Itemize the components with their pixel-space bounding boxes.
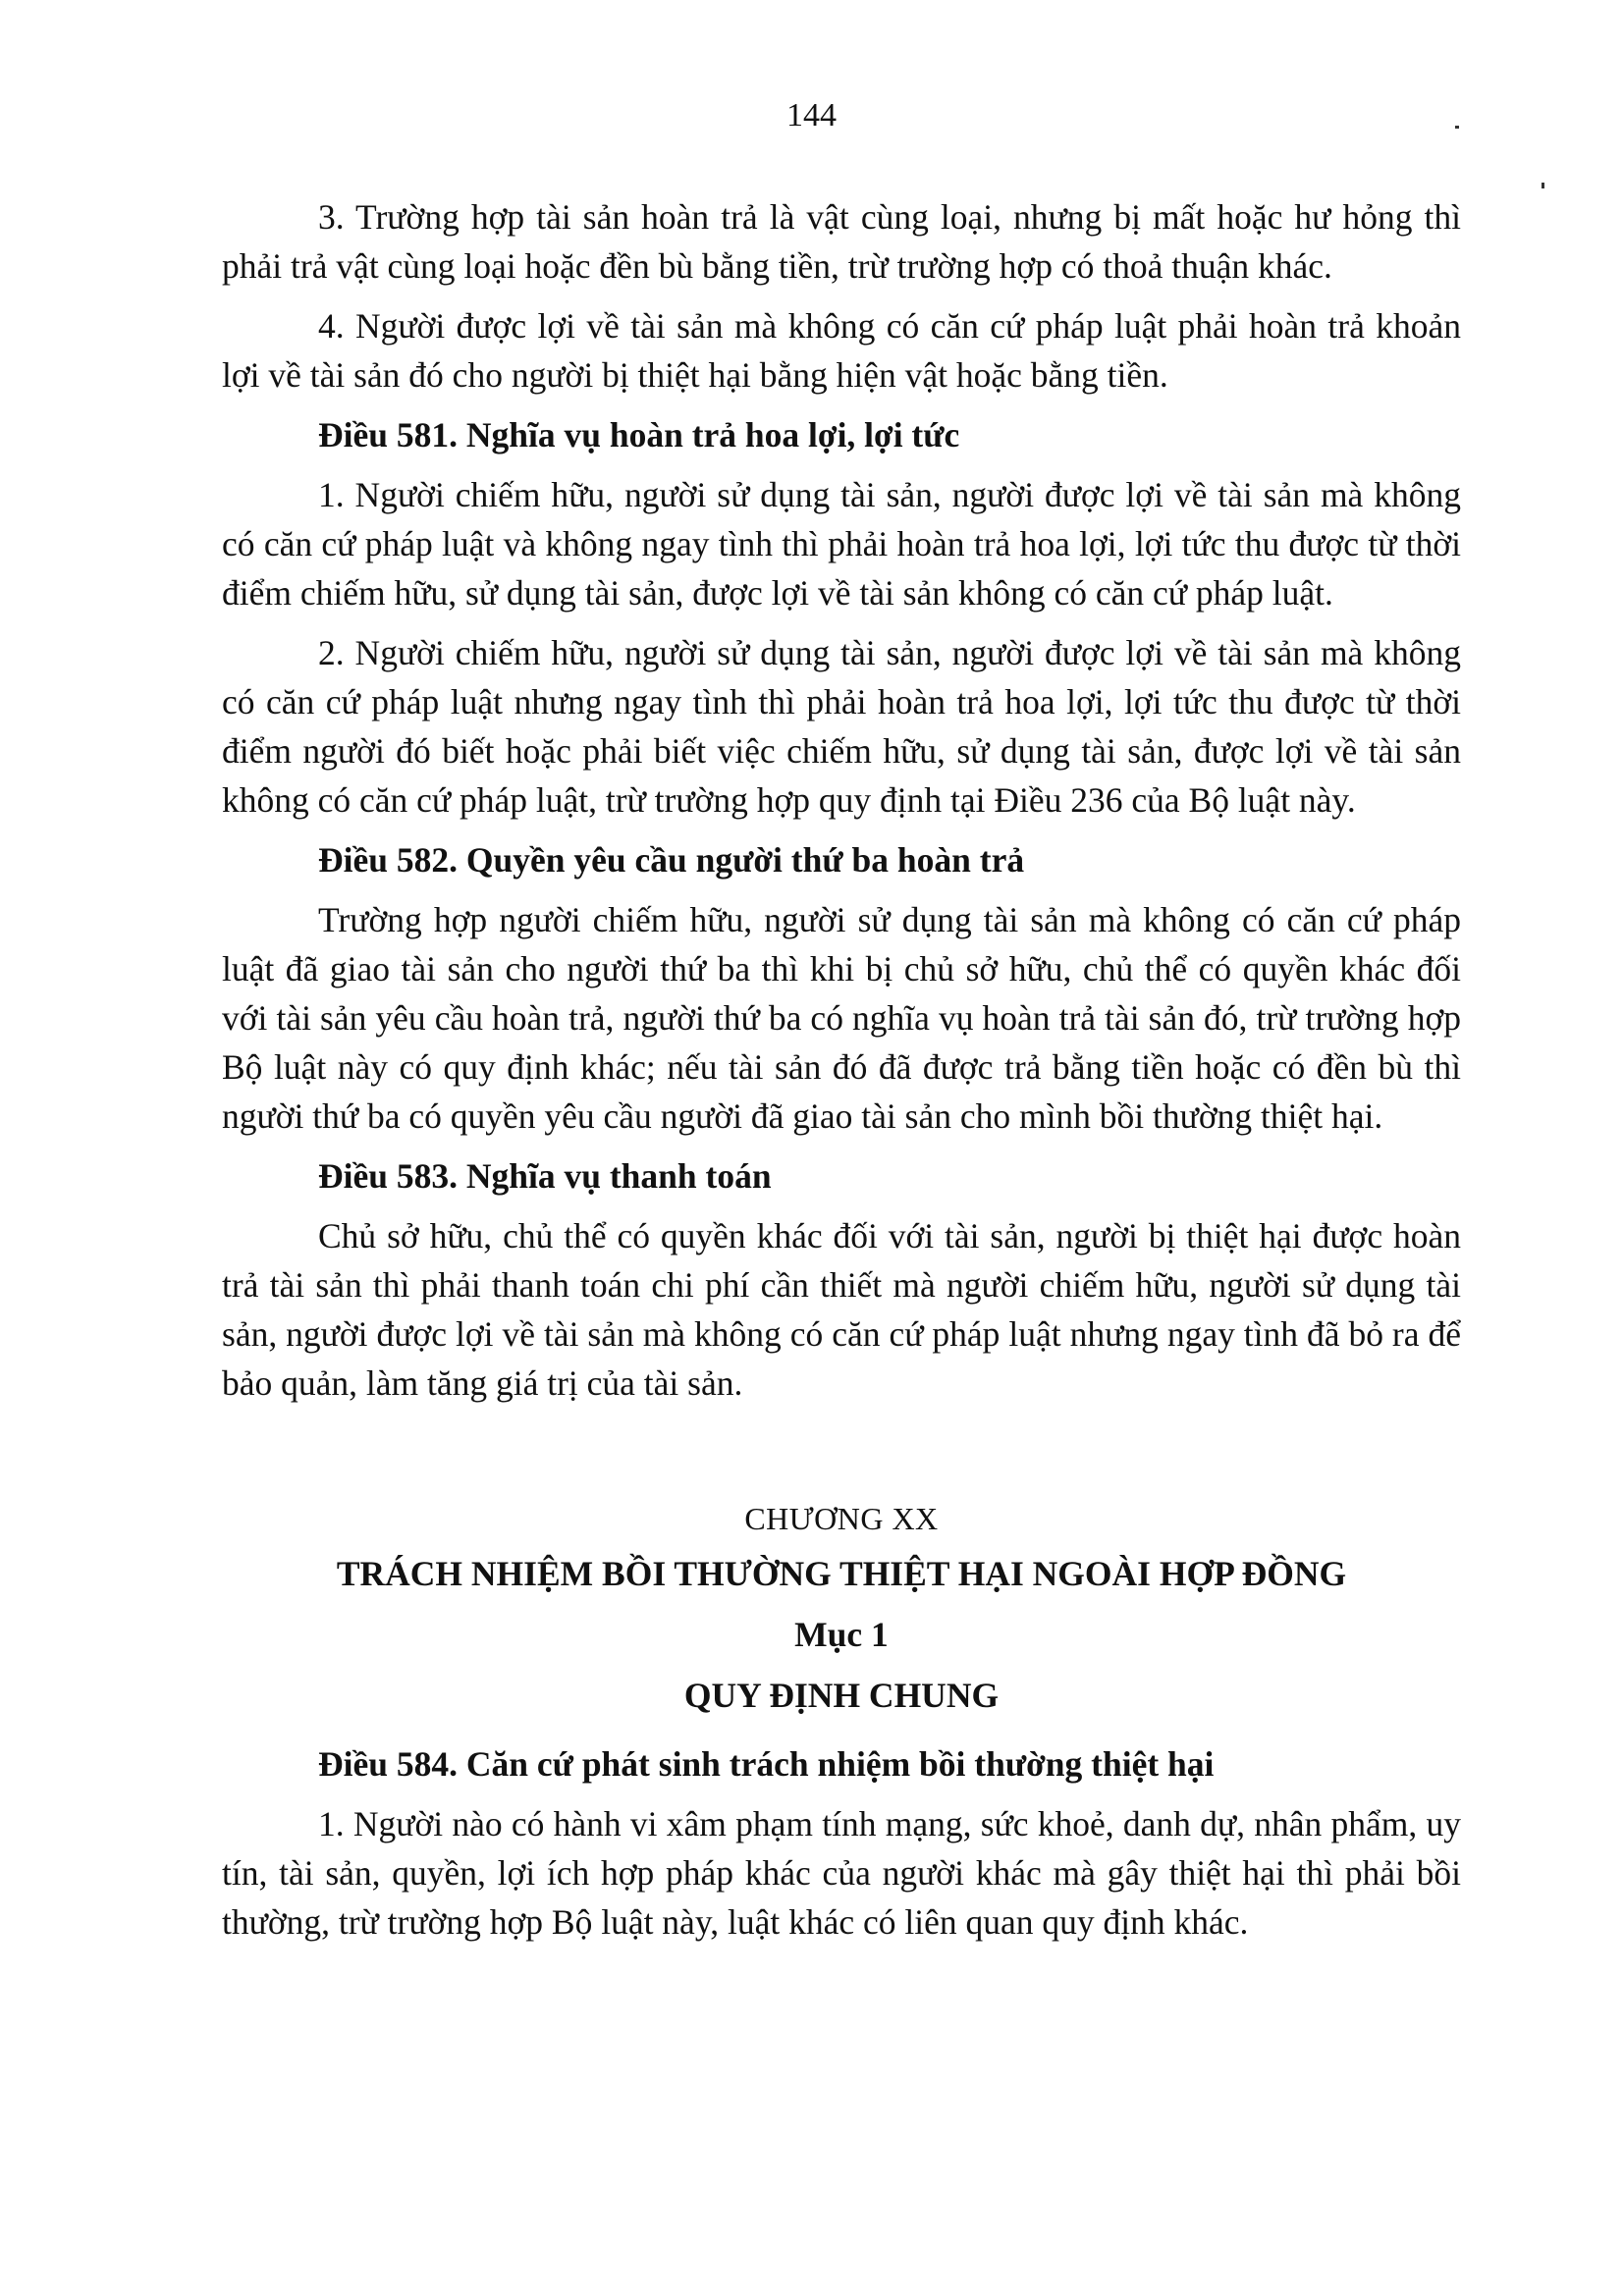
article-581-heading: Điều 581. Nghĩa vụ hoàn trả hoa lợi, lợi tức bbox=[318, 415, 960, 454]
clause-3-paragraph: 3. Trường hợp tài sản hoàn trả là vật cùng loại, nhưng bị mất hoặc hư hỏng thì phải trả vật cùng loại hoặc đền bù bằng tiền, trừ trường hợp có thoả thuận khác. bbox=[222, 197, 1461, 286]
article-584-clause-1: 1. Người nào có hành vi xâm phạm tính mạng, sức khoẻ, danh dự, nhân phẩm, uy tín, tài sản, quyền, lợi ích hợp pháp khác của người khác mà gây thiệt hại thì phải bồi thường, trừ trường hợp Bộ luật này, luật khác có liên quan quy định khác. bbox=[222, 1804, 1461, 1942]
scan-speck bbox=[1455, 126, 1459, 129]
article-584-heading: Điều 584. Căn cứ phát sinh trách nhiệm bồi thường thiệt hại bbox=[318, 1744, 1215, 1784]
clause-4-paragraph: 4. Người được lợi về tài sản mà không có căn cứ pháp luật phải hoàn trả khoản lợi về tài sản đó cho người bị thiệt hại bằng hiện vật hoặc bằng tiền. bbox=[222, 306, 1461, 395]
chapter-label: CHƯƠNG XX bbox=[744, 1501, 939, 1536]
chapter-title: TRÁCH NHIỆM BỒI THƯỜNG THIỆT HẠI NGOÀI HỢP ĐỒNG bbox=[336, 1554, 1347, 1593]
article-581-clause-1: 1. Người chiếm hữu, người sử dụng tài sản, người được lợi về tài sản mà không có căn cứ pháp luật và không ngay tình thì phải hoàn trả hoa lợi, lợi tức thu được từ thời điểm chiếm hữu, sử dụng tài sản, được lợi về tài sản không có căn cứ pháp luật. bbox=[222, 475, 1461, 613]
section-title: QUY ĐỊNH CHUNG bbox=[683, 1676, 1000, 1715]
article-581-clause-2: 2. Người chiếm hữu, người sử dụng tài sản, người được lợi về tài sản mà không có căn cứ pháp luật nhưng ngay tình thì phải hoàn trả hoa lợi, lợi tức thu được từ thời điểm người đó biết hoặc phải biết việc chiếm hữu, sử dụng tài sản, được lợi về tài sản không có căn cứ pháp luật, trừ trường hợp quy định tại Điều 236 của Bộ luật này. bbox=[222, 633, 1461, 820]
section-label: Mục 1 bbox=[794, 1615, 889, 1654]
page-content bbox=[222, 192, 1461, 1957]
article-582-paragraph: Trường hợp người chiếm hữu, người sử dụng tài sản mà không có căn cứ pháp luật đã giao tài sản cho người thứ ba thì khi bị chủ sở hữu, chủ thể có quyền khác đối với tài sản yêu cầu hoàn trả, người thứ ba có nghĩa vụ hoàn trả tài sản đó, trừ trường hợp Bộ luật này có quy định khác; nếu tài sản đó đã được trả bằng tiền hoặc có đền bù thì người thứ ba có quyền yêu cầu người đã giao tài sản cho mình bồi thường thiệt hại. bbox=[222, 900, 1461, 1136]
article-583-heading: Điều 583. Nghĩa vụ thanh toán bbox=[318, 1156, 772, 1196]
page-number: 144 bbox=[786, 97, 837, 133]
article-583-paragraph: Chủ sở hữu, chủ thể có quyền khác đối với tài sản, người bị thiệt hại được hoàn trả tài sản thì phải thanh toán chi phí cần thiết mà người chiếm hữu, người sử dụng tài sản, người được lợi về tài sản mà không có căn cứ pháp luật nhưng ngay tình đã bỏ ra để bảo quản, làm tăng giá trị của tài sản. bbox=[222, 1216, 1461, 1403]
scan-speck bbox=[1542, 183, 1544, 188]
article-582-heading: Điều 582. Quyền yêu cầu người thứ ba hoàn trả bbox=[318, 840, 1025, 880]
